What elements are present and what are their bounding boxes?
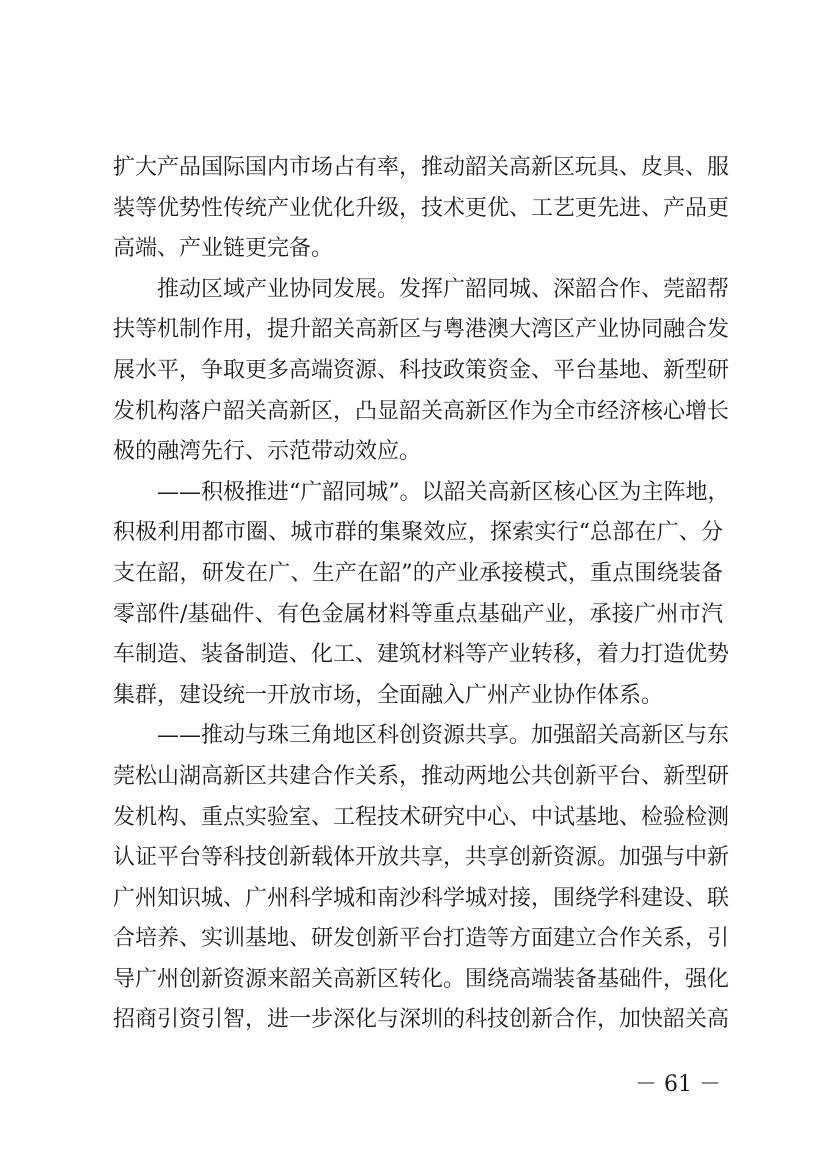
text-line: 导广州创新资源来韶关高新区转化。围绕高端装备基础件，强化 [113,966,730,992]
text-line: 极的融湾先行、示范带动效应。 [113,439,422,465]
text-line: 车制造、装备制造、化工、建筑材料等产业转移，着力打造优势 [113,642,730,668]
text-line: 推动区域产业协同发展。发挥广韶同城、深韶合作、莞韶帮 [157,276,730,302]
paragraph [113,716,730,1041]
page-number: － 61 － [635,1072,721,1097]
text-line: ——积极推进“广韶同城”。以韶关高新区核心区为主阵地， [157,479,730,505]
text-line: 认证平台等科技创新载体开放共享，共享创新资源。加强与中新 [113,845,730,871]
text-line: 合培养、实训基地、研发创新平台打造等方面建立合作关系，引 [113,926,730,952]
text-line: 招商引资引智，进一步深化与深圳的科技创新合作，加快韶关高 [113,1007,730,1033]
text-line: 发机构落户韶关高新区，凸显韶关高新区作为全市经济核心增长 [113,398,730,424]
text-line: 扩大产品国际国内市场占有率，推动韶关高新区玩具、皮具、服 [113,155,730,180]
text-line: 零部件/基础件、有色金属材料等重点基础产业，承接广州市汽 [113,601,723,627]
text-line: 扶等机制作用，提升韶关高新区与粤港澳大湾区产业协同融合发 [113,317,730,343]
text-line: 积极利用都市圈、城市群的集聚效应，探索实行“总部在广、分 [113,520,723,546]
text-line: 广州知识城、广州科学城和南沙科学城对接，围绕学科建设、联 [113,885,730,911]
paragraph [113,148,730,270]
text-line: 展水平，争取更多高端资源、科技政策资金、平台基地、新型研 [113,357,730,383]
text-line: 发机构、重点实验室、工程技术研究中心、中试基地、检验检测 [113,804,730,830]
body-text [113,148,730,1041]
paragraph [113,270,730,473]
text-line: 莞松山湖高新区共建合作关系，推动两地公共创新平台、新型研 [113,763,730,789]
text-line: 高端、产业链更完备。 [113,236,334,262]
text-line: 集群，建设统一开放市场，全面融入广州产业协作体系。 [113,682,664,708]
paragraph [113,473,730,717]
text-line: 装等优势性传统产业优化升级，技术更优、工艺更先进、产品更 [113,195,730,221]
text-line: 支在韶，研发在广、生产在韶”的产业承接模式，重点围绕装备 [113,560,723,586]
text-line: ——推动与珠三角地区科创资源共享。加强韶关高新区与东 [157,723,730,749]
